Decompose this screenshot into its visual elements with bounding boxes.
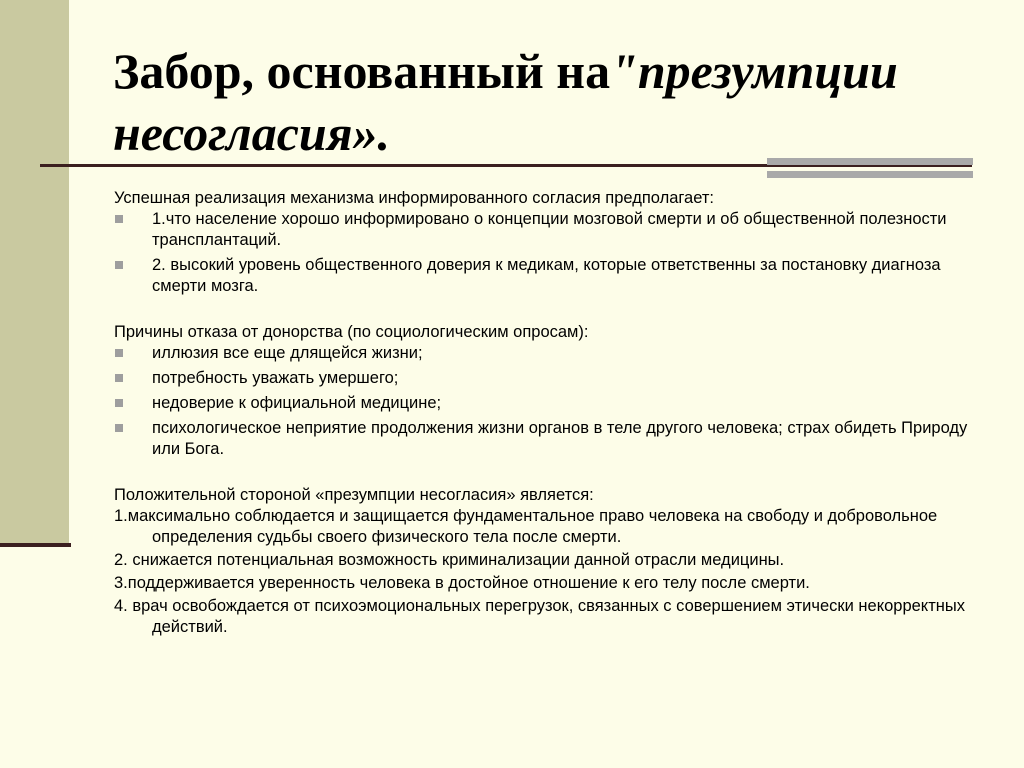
- list-item-text: потребность уважать умершего;: [152, 369, 399, 387]
- list-item-text: иллюзия все еще длящейся жизни;: [152, 344, 423, 362]
- list-item: [114, 343, 994, 364]
- title-part1: Забор, основанный на: [113, 43, 611, 99]
- numbered-item: 1.максимально соблюдается и защищается фундаментальное право человека на свободу и добровольное определения судьбы своего физического тела после смерти.: [114, 507, 938, 546]
- list-item-text: 1.что население хорошо информировано о концепции мозговой смерти и об общественной полезности трансплантаций.: [152, 210, 947, 249]
- section3-heading: Положительной стороной «презумпции несогласия» является:: [114, 486, 594, 504]
- square-bullet-icon: [115, 424, 123, 432]
- square-bullet-icon: [115, 374, 123, 382]
- square-bullet-icon: [115, 349, 123, 357]
- title-part2-line2: несогласия».: [113, 105, 390, 161]
- list-item-text: недоверие к официальной медицине;: [152, 394, 442, 412]
- list-item: [114, 255, 994, 297]
- list-item: [114, 368, 994, 389]
- list-item: [114, 393, 994, 414]
- slide-content: [114, 188, 994, 640]
- square-bullet-icon: [115, 215, 123, 223]
- list-item-text: психологическое неприятие продолжения жизни органов в теле другого человека; страх обидеть Природу или Бога.: [152, 419, 968, 458]
- section1-heading: Успешная реализация механизма информированного согласия предполагает:: [114, 189, 714, 207]
- list-item: [114, 418, 994, 460]
- list-item: [114, 209, 994, 251]
- left-decor-underline: [0, 543, 71, 547]
- square-bullet-icon: [115, 399, 123, 407]
- divider-accent-block: [767, 158, 973, 178]
- numbered-item: 4. врач освобождается от психоэмоциональных перегрузок, связанных с совершением этически некорректных действий.: [114, 597, 965, 636]
- numbered-item: 2. снижается потенциальная возможность криминализации данной отрасли медицины.: [114, 551, 785, 569]
- section2-heading: Причины отказа от донорства (по социологическим опросам):: [114, 323, 589, 341]
- square-bullet-icon: [115, 261, 123, 269]
- numbered-item: 3.поддерживается уверенность человека в достойное отношение к его телу после смерти.: [114, 574, 810, 592]
- title-part2-line1: "презумпции: [610, 43, 898, 99]
- list-item-text: 2. высокий уровень общественного доверия к медикам, которые ответственны за постановку диагноза смерти мозга.: [152, 256, 941, 295]
- left-decor-bar: [0, 0, 69, 546]
- slide-title: [113, 40, 993, 164]
